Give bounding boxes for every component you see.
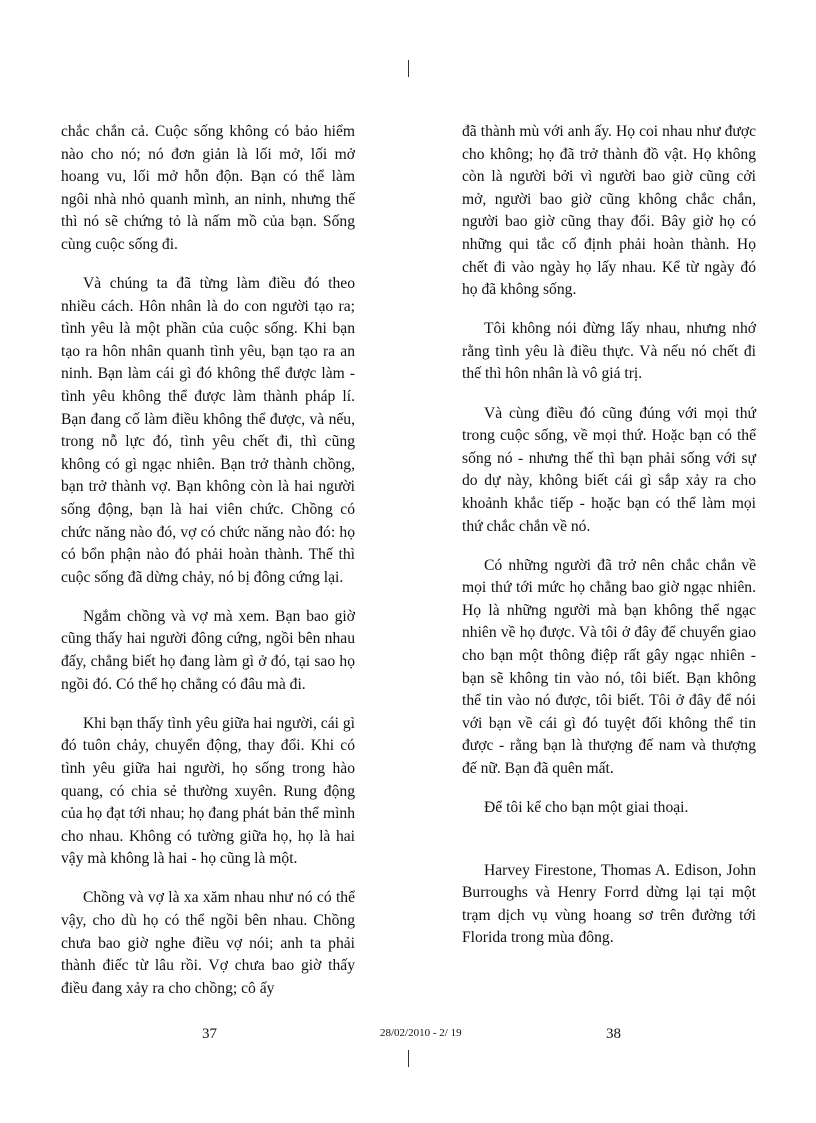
page-number-left: 37	[202, 1026, 217, 1042]
left-page-text	[61, 121, 355, 1017]
page-number-right: 38	[606, 1026, 621, 1042]
footer-date-page: 28/02/2010 - 2/ 19	[380, 1027, 462, 1039]
right-paragraph-1: đã thành mù với anh ấy. Họ coi nhau như được cho không; họ đã trở thành đồ vật. Họ không còn là người bởi vì người bao giờ cũng cởi mở, người bao giờ cũng không chắc chắn, người bao giờ cũng thay đổi. Bây giờ họ có những qui tắc cố định phải hoàn thành. Họ chết đi vào ngày họ lấy nhau. Kể từ ngày đó họ đã không sống.	[462, 123, 756, 299]
fold-mark-bottom	[408, 1050, 409, 1067]
right-paragraph-6: Harvey Firestone, Thomas A. Edison, John Burroughs và Henry Forrd dừng lại tại một trạm dịch vụ vùng hoang sơ trên đường tới Florida trong mùa đông.	[462, 861, 756, 947]
right-paragraph-3: Và cùng điều đó cũng đúng với mọi thứ trong cuộc sống, về mọi thứ. Hoặc bạn có thể sống nó - nhưng thế thì bạn phải sống với sự do dự này, không biết cái gì sắp xảy ra cho khoảnh khắc tiếp - hoặc bạn có thể làm mọi thứ chắc chắn về nó.	[462, 404, 756, 535]
left-paragraph-2: Và chúng ta đã từng làm điều đó theo nhiều cách. Hôn nhân là do con người tạo ra; tình yêu là một phần của cuộc sống. Khi bạn tạo ra hôn nhân quanh tình yêu, bạn tạo ra an ninh. Bạn làm cái gì đó không thể được làm - tình yêu không thể được làm thành pháp lí. Bạn đang cố làm điều không thể được, và nếu, trong nỗ lực đó, tình yêu chết đi, thì cũng không có gì ngạc nhiên. Bạn trở thành chồng, bạn trở thành vợ. Bạn không còn là hai người sống động, bạn là hai viên chức. Chồng có chức năng nào đó, vợ có chức năng nào đó: họ có bổn phận nào đó phải hoàn thành. Thế thì cuộc sống đã dừng chảy, nó bị đông cứng lại.	[61, 275, 355, 586]
right-page-text	[462, 121, 756, 967]
left-paragraph-4: Khi bạn thấy tình yêu giữa hai người, cái gì đó tuôn chảy, chuyển động, thay đổi. Khi có tình yêu giữa hai người, họ sống trong hào quang, có chia sẻ thường xuyên. Rung động của họ đạt tới nhau; họ đang phát bản thể mình cho nhau. Không có tường giữa họ, họ là hai vậy mà không là hai - họ cũng là một.	[61, 714, 355, 868]
right-paragraph-5: Để tôi kể cho bạn một giai thoại.	[484, 799, 689, 817]
right-paragraph-4: Có những người đã trở nên chắc chắn về mọi thứ tới mức họ chẳng bao giờ ngạc nhiên. Họ là những người mà bạn không thể ngạc nhiên về họ được. Và tôi ở đây để chuyển giao cho bạn một thông điệp rất gây ngạc nhiên - bạn sẽ không tin vào nó, tôi biết. Bạn không thể tin vào nó được, tôi biết. Tôi ở đây để nói với bạn về cái gì đó tuyệt đối không thể tin được - rằng bạn là thượng đế nam và thượng đế nữ. Bạn đã quên mất.	[462, 556, 756, 777]
left-paragraph-1: chắc chắn cả. Cuộc sống không có bảo hiểm nào cho nó; nó đơn giản là lối mở, lối mở hoang vu, lối mở hỗn độn. Bạn có thể làm ngôi nhà nhỏ quanh mình, an ninh, nhưng thế thì nó sẽ chứng tỏ là nấm mồ của bạn. Sống cùng cuộc sống đi.	[61, 123, 355, 253]
left-paragraph-3: Ngắm chồng và vợ mà xem. Bạn bao giờ cũng thấy hai người đông cứng, ngồi bên nhau đấy, chẳng biết họ đang làm gì ở đó, tại sao họ ngồi đó. Có thể họ chẳng có đâu mà đi.	[61, 607, 355, 693]
fold-mark-top	[408, 60, 409, 77]
left-paragraph-5: Chồng và vợ là xa xăm nhau như nó có thể vậy, cho dù họ có thể ngồi bên nhau. Chồng chưa bao giờ nghe điều vợ nói; anh ta phải thành điếc từ lâu rồi. Vợ chưa bao giờ thấy điều đang xảy ra cho chồng; cô ấy	[61, 889, 355, 997]
right-paragraph-2: Tôi không nói đừng lấy nhau, nhưng nhớ rằng tình yêu là điều thực. Và nếu nó chết đi thế thì hôn nhân là vô giá trị.	[462, 320, 756, 383]
